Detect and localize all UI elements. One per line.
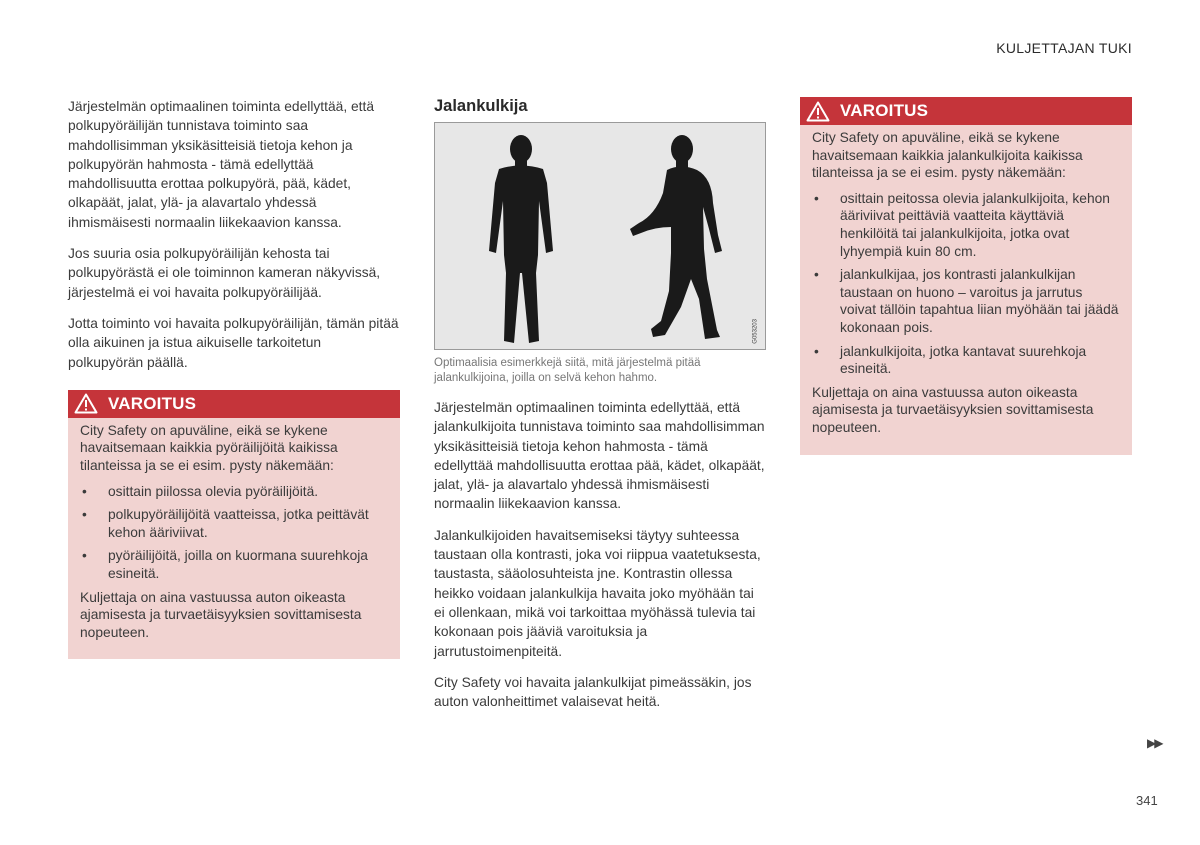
bullet: • xyxy=(814,343,819,359)
warning-title: VAROITUS xyxy=(108,393,197,413)
pedestrian-silhouettes-icon xyxy=(435,123,765,349)
warning-outro: Kuljettaja on aina vastuussa auton oikeasta ajamisesta ja turvaetäisyyksien sovittamisesta nopeuteen. xyxy=(812,384,1094,435)
warning-intro: City Safety on apuväline, eikä se kykene havaitsemaan kaikkia jalankulkijoita kaikissa tilanteissa ja se ei esim. pysty näkemään: xyxy=(812,130,1083,181)
bullet: • xyxy=(814,190,819,206)
warning-title: VAROITUS xyxy=(840,101,929,120)
warning-header xyxy=(800,97,1132,125)
paragraph: Jos suuria osia polkupyöräilijän kehosta tai polkupyörästä ei ole toiminnon kameran näkyvissä, järjestelmä ei voi havaita polkupyöräilijää. xyxy=(68,246,381,300)
section-heading: Jalankulkija xyxy=(434,97,528,115)
bullet: • xyxy=(82,483,87,499)
paragraph: Järjestelmän optimaalinen toiminta edellyttää, että jalankulkijoita tunnistava toiminto saa mahdollisimman yksikäsitteisiä tietoja kehon hahmosta - tämä edellyttää mahdollisuutta erottaa pää, kädet, olkapäät, jalat, ylä- ja alavartalo yhdessä ihmismäisesti normaalin liikekaavion kanssa. xyxy=(434,400,765,512)
bullet: • xyxy=(814,267,819,283)
list-item: • polkupyöräilijöitä vaatteissa, jotka peittävät kehon ääriviivat. xyxy=(82,507,369,540)
column-left xyxy=(68,97,400,659)
next-page-arrows-icon: ▶▶ xyxy=(1147,736,1162,750)
warning-triangle-icon xyxy=(806,101,830,122)
bullet: • xyxy=(82,507,87,523)
section-title: KULJETTAJAN TUKI xyxy=(996,40,1132,56)
warning-box xyxy=(68,390,400,660)
warning-header xyxy=(68,390,400,418)
bullet: • xyxy=(82,548,87,564)
figure-caption: Optimaalisia esimerkkejä siitä, mitä järjestelmä pitää jalankulkijoina, joilla on selvä kehon hahmo. xyxy=(434,357,701,384)
pedestrian-illustration xyxy=(434,122,766,350)
paragraph: Järjestelmän optimaalinen toiminta edellyttää, että polkupyöräilijän tunnistava toiminto saa mahdollisimman yksikäsitteisiä tietoja kehon ja polkupyörän hahmosta - tämä edellyttää mahdollisuutta erottaa polkupyörä, pää, kädet, olkapäät, jalat, ylä- ja alavartalo yhdessä ihmismäisesti normaalin liikekaavion kanssa. xyxy=(68,99,374,230)
column-middle xyxy=(434,97,768,723)
list-item: • jalankulkijoita, jotka kantavat suurehkoja esineitä. xyxy=(814,343,1087,377)
page-number: 341 xyxy=(1136,793,1158,808)
warning-list xyxy=(812,190,1120,378)
list-item: • pyöräilijöitä, joilla on kuormana suurehkoja esineitä. xyxy=(82,548,368,582)
column-right xyxy=(800,97,1132,455)
warning-box xyxy=(800,97,1132,455)
paragraph: City Safety voi havaita jalankulkijat pimeässäkin, jos auton valonheittimet valaisevat heitä. xyxy=(434,674,752,710)
list-item: • osittain piilossa olevia pyöräilijöitä. xyxy=(82,483,319,499)
warning-triangle-icon xyxy=(74,393,98,414)
list-item: • jalankulkijaa, jos kontrasti jalankulkijan taustaan on huono – varoitus ja jarrutus voivat tällöin tapahtua liian myöhään tai jäädä kokonaan pois. xyxy=(814,267,1119,335)
paragraph: Jotta toiminto voi havaita polkupyöräilijän, tämän pitää olla aikuinen ja istua aikuiselle tarkoitetun polkupyörän päällä. xyxy=(68,315,399,370)
warning-list xyxy=(80,483,388,583)
figure-code: G053203 xyxy=(753,319,759,344)
paragraph: Jalankulkijoiden havaitsemiseksi täytyy suhteessa taustaan olla kontrasti, joka voi riippua vaatetuksesta, taustasta, sääolosuhteista jne. Kontrastin ollessa heikko voidaan jalankulkija havaita joko myöhään tai ei ollenkaan, mikä voi tarkoittaa myöhässä tulevia tai kokonaan pois jääviä varoituksia ja jarrutustoimenpiteitä. xyxy=(434,527,761,659)
list-item: • osittain peitossa olevia jalankulkijoita, kehon ääriviivat peittäviä vaatteita käyttäviä henkilöitä tai jalankulkijoita, jotka ovat lyhyempiä kuin 80 cm. xyxy=(814,190,1110,259)
warning-outro: Kuljettaja on aina vastuussa auton oikeasta ajamisesta ja turvaetäisyyksien sovittamisesta nopeuteen. xyxy=(80,589,362,640)
warning-intro: City Safety on apuväline, eikä se kykene havaitsemaan kaikkia pyöräilijöitä kaikissa tilanteissa ja se ei esim. pysty näkemään: xyxy=(80,422,338,474)
